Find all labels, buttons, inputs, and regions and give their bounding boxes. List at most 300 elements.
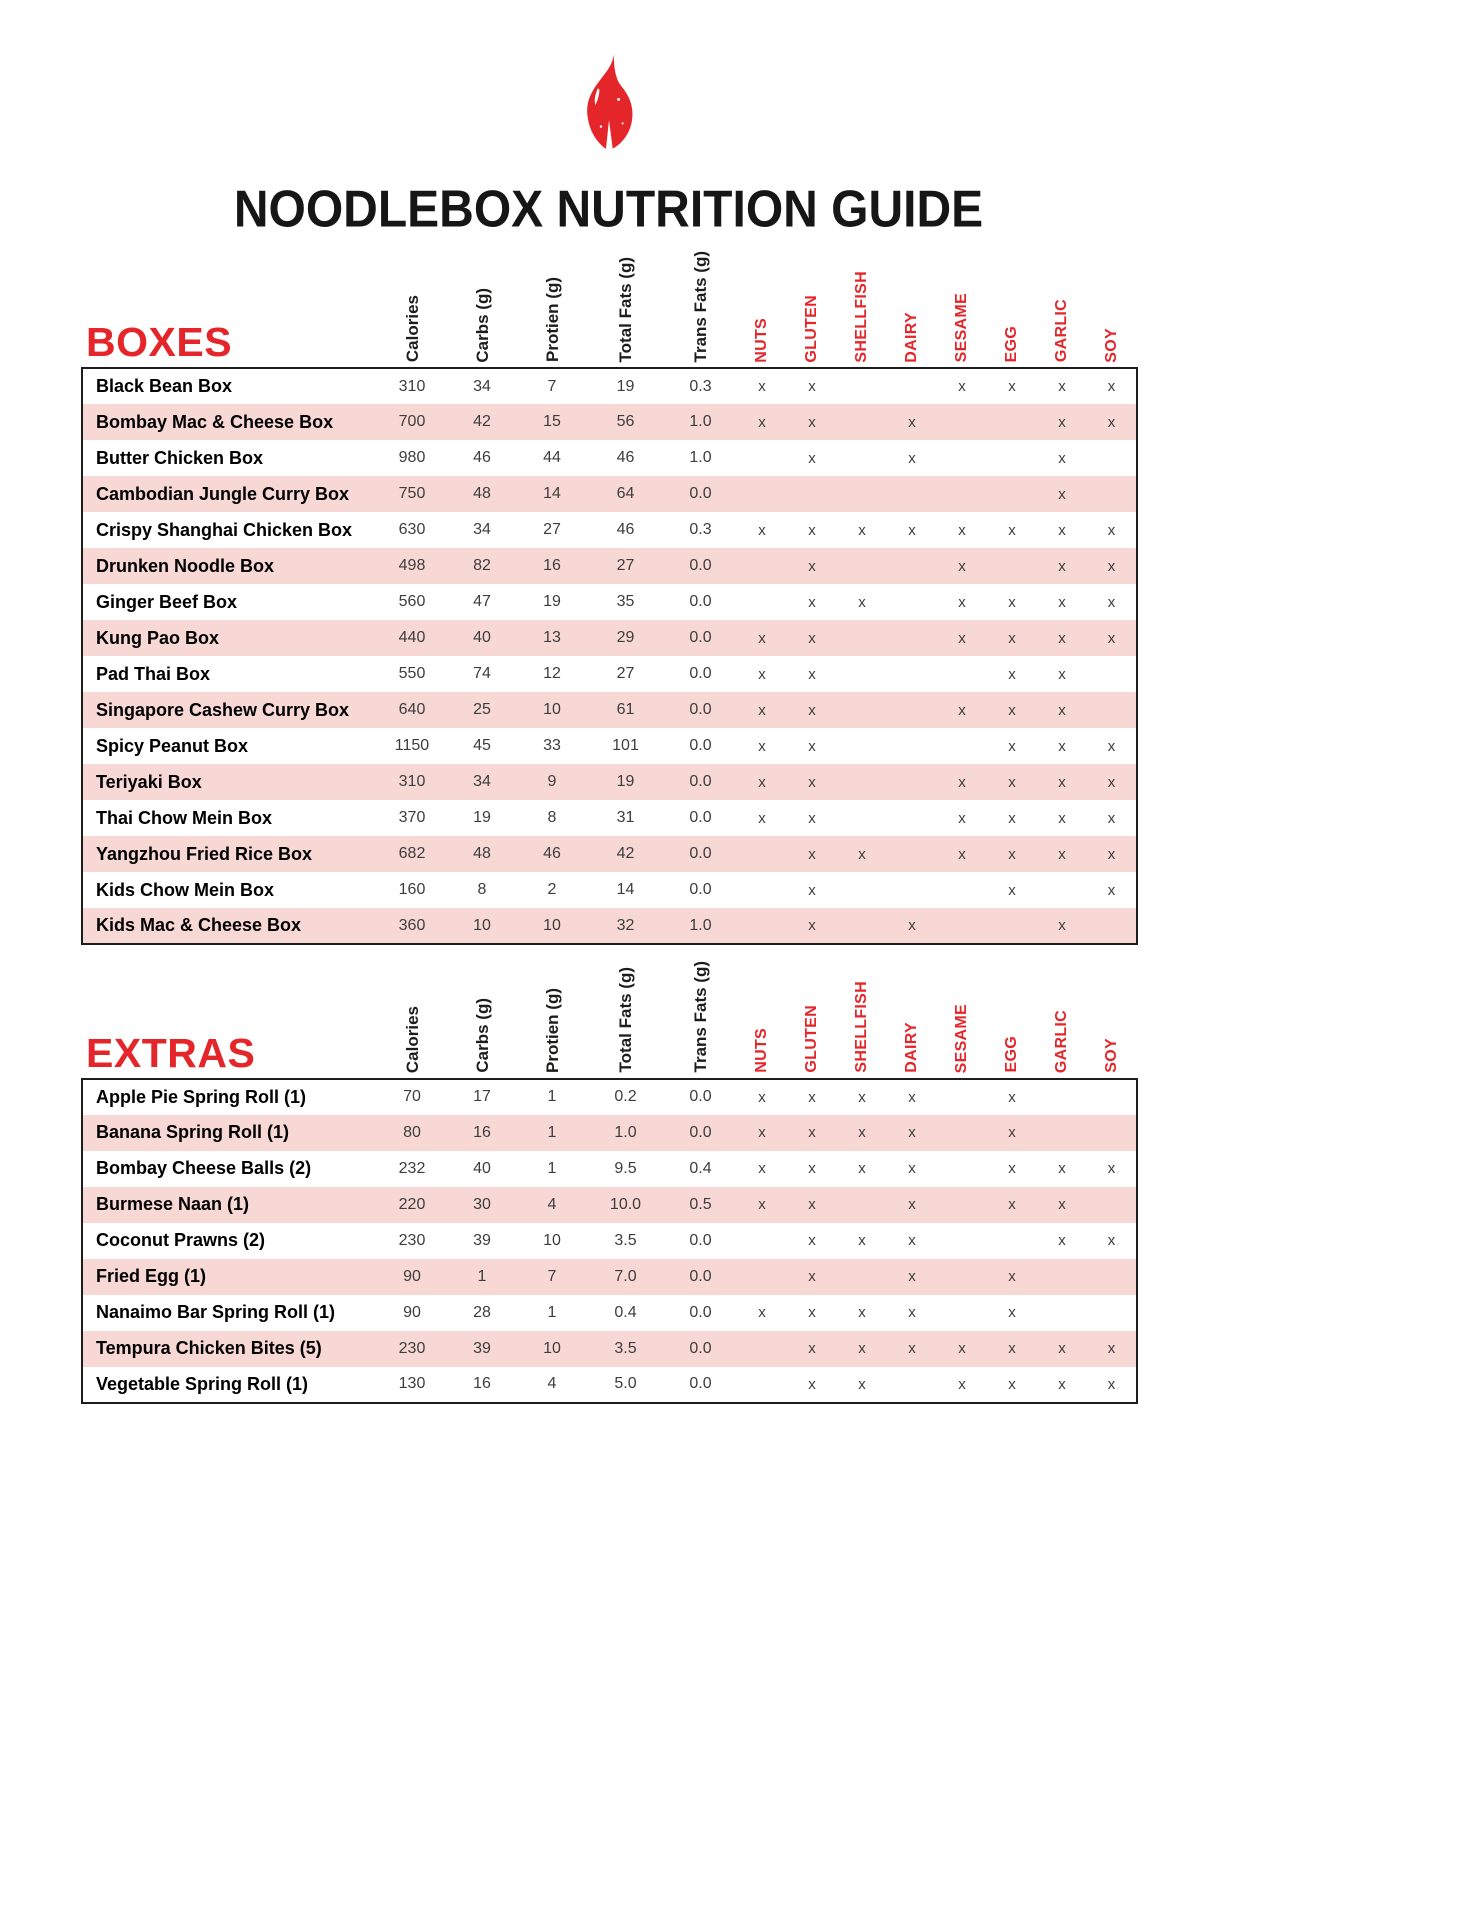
nutrition-value-protien-g: 27	[543, 521, 561, 539]
nutrition-value-calories: 980	[398, 449, 426, 467]
allergen-mark-sesame	[937, 440, 987, 476]
allergen-mark-sesame	[937, 1295, 987, 1331]
nutrition-value-protien-g: 1	[547, 1159, 557, 1177]
nutrition-value-protien-g: 8	[547, 809, 557, 827]
allergen-mark-soy: x	[1087, 764, 1137, 800]
nutrition-value-total-fats-g: 61	[616, 701, 635, 719]
nutrition-value-total-fats-g: 3.5	[614, 1339, 637, 1357]
allergen-mark-nuts: x	[758, 809, 766, 827]
nutrition-value-carbs-g: 46	[473, 449, 491, 467]
column-header-sesame: SESAME	[953, 293, 970, 363]
allergen-mark-shellfish	[837, 1187, 887, 1223]
allergen-mark-garlic: x	[1058, 1232, 1066, 1250]
allergen-mark-shellfish: x	[858, 1304, 866, 1322]
allergen-mark-garlic: x	[1058, 845, 1066, 863]
allergen-mark-soy: x	[1087, 368, 1137, 404]
allergen-mark-sesame	[937, 728, 987, 764]
allergen-mark-egg	[987, 1223, 1037, 1259]
column-header-row	[82, 241, 1137, 368]
table-row	[82, 692, 1137, 728]
item-name: Tempura Chicken Bites (5)	[82, 1331, 377, 1367]
column-header-egg: EGG	[1003, 1036, 1020, 1073]
column-header-cell	[1087, 951, 1137, 1078]
column-header-cell	[447, 241, 517, 368]
section-title-boxes: BOXES	[86, 319, 233, 366]
allergen-mark-sesame	[937, 656, 987, 692]
allergen-mark-egg	[987, 908, 1037, 944]
allergen-mark-dairy	[887, 656, 937, 692]
nutrition-value-trans-fats-g: 0.0	[689, 737, 712, 755]
allergen-mark-nuts: x	[758, 1304, 766, 1322]
allergen-mark-soy: x	[1087, 584, 1137, 620]
allergen-mark-nuts: x	[758, 413, 766, 431]
allergen-mark-garlic	[1037, 1115, 1087, 1151]
nutrition-value-calories: 498	[398, 557, 426, 575]
allergen-mark-gluten: x	[808, 845, 816, 863]
allergen-mark-shellfish: x	[837, 1079, 887, 1115]
allergen-mark-nuts	[737, 1367, 787, 1403]
nutrition-value-carbs-g: 28	[473, 1303, 491, 1321]
nutrition-value-total-fats-g: 32	[587, 908, 664, 944]
column-header-garlic: GARLIC	[1053, 299, 1070, 363]
item-name: Ginger Beef Box	[82, 584, 377, 620]
column-header-nuts: NUTS	[753, 1028, 770, 1073]
allergen-mark-soy: x	[1087, 1367, 1137, 1403]
nutrition-value-carbs-g: 48	[473, 485, 491, 503]
allergen-mark-gluten: x	[808, 449, 816, 467]
nutrition-value-carbs-g: 39	[473, 1339, 491, 1357]
table-row	[82, 1079, 1137, 1115]
column-header-trans-fats-g: Trans Fats (g)	[691, 961, 710, 1073]
allergen-mark-nuts: x	[758, 1196, 766, 1214]
allergen-mark-garlic	[1037, 1295, 1087, 1331]
column-header-carbs-g: Carbs (g)	[472, 287, 492, 363]
allergen-mark-dairy	[887, 800, 937, 836]
nutrition-value-calories: 220	[398, 1195, 426, 1213]
allergen-mark-nuts	[737, 1259, 787, 1295]
allergen-mark-nuts: x	[758, 1124, 766, 1142]
allergen-mark-soy: x	[1087, 800, 1137, 836]
table-row	[82, 656, 1137, 692]
allergen-mark-nuts: x	[758, 1160, 766, 1178]
allergen-mark-sesame: x	[937, 368, 987, 404]
column-header-shellfish: SHELLFISH	[853, 981, 870, 1073]
allergen-mark-sesame	[937, 908, 987, 944]
nutrition-value-carbs-g: 48	[473, 845, 491, 863]
nutrition-value-carbs-g: 34	[473, 773, 491, 791]
allergen-mark-nuts: x	[737, 368, 787, 404]
nutrition-value-calories: 700	[398, 413, 426, 431]
allergen-mark-dairy	[887, 872, 937, 908]
column-header-cell	[1087, 241, 1137, 368]
item-name: Vegetable Spring Roll (1)	[82, 1367, 377, 1403]
section-extras	[81, 951, 1136, 1403]
nutrition-value-calories: 160	[398, 881, 426, 899]
table-row	[82, 1295, 1137, 1331]
allergen-mark-garlic: x	[1058, 485, 1066, 503]
allergen-mark-egg: x	[1008, 1124, 1016, 1142]
allergen-mark-gluten: x	[808, 809, 816, 827]
nutrition-value-trans-fats-g: 1.0	[664, 908, 737, 944]
allergen-mark-sesame: x	[958, 557, 966, 575]
nutrition-value-total-fats-g: 42	[616, 845, 635, 863]
allergen-mark-gluten: x	[808, 1232, 816, 1250]
nutrition-value-protien-g: 19	[543, 593, 561, 611]
nutrition-value-total-fats-g: 101	[612, 737, 639, 755]
allergen-mark-garlic: x	[1058, 629, 1066, 647]
section-title-extras: EXTRAS	[86, 1029, 256, 1076]
column-header-cell	[837, 241, 887, 368]
allergen-mark-gluten: x	[808, 1340, 816, 1358]
item-name: Banana Spring Roll (1)	[82, 1115, 377, 1151]
table-row	[82, 1115, 1137, 1151]
logo	[81, 0, 1136, 168]
allergen-mark-egg: x	[1008, 701, 1016, 719]
column-header-shellfish: SHELLFISH	[853, 270, 870, 363]
allergen-mark-dairy: x	[908, 1232, 916, 1250]
allergen-mark-dairy	[887, 548, 937, 584]
section-header-cell	[82, 951, 377, 1078]
nutrition-value-protien-g: 10	[517, 908, 587, 944]
allergen-mark-shellfish	[837, 692, 887, 728]
allergen-mark-gluten: x	[808, 881, 816, 899]
nutrition-value-trans-fats-g: 0.0	[689, 1267, 712, 1285]
item-name: Kids Mac & Cheese Box	[82, 908, 377, 944]
allergen-mark-garlic: x	[1058, 1196, 1066, 1214]
column-header-gluten: GLUTEN	[803, 294, 820, 363]
column-header-protien-g: Protien (g)	[542, 277, 562, 363]
nutrition-value-total-fats-g: 27	[616, 665, 635, 683]
allergen-mark-garlic	[1037, 872, 1087, 908]
nutrition-value-total-fats-g: 56	[616, 413, 635, 431]
nutrition-value-total-fats-g: 1.0	[614, 1123, 637, 1141]
nutrition-value-carbs-g: 82	[473, 557, 491, 575]
table-row	[82, 1259, 1137, 1295]
nutrition-value-trans-fats-g: 0.0	[689, 881, 712, 899]
column-header-dairy: DAIRY	[903, 311, 920, 363]
column-header-total-fats-g: Total Fats (g)	[616, 257, 635, 363]
item-name: Kids Chow Mein Box	[82, 872, 377, 908]
nutrition-value-total-fats-g: 10.0	[609, 1195, 642, 1213]
allergen-mark-dairy	[887, 836, 937, 872]
column-header-cell	[987, 241, 1037, 368]
nutrition-value-calories: 130	[377, 1367, 447, 1403]
nutrition-value-trans-fats-g: 0.4	[689, 1159, 712, 1177]
allergen-mark-nuts: x	[758, 701, 766, 719]
table-row	[82, 584, 1137, 620]
allergen-mark-dairy: x	[887, 908, 937, 944]
allergen-mark-gluten: x	[808, 665, 816, 683]
nutrition-value-carbs-g: 40	[473, 1159, 491, 1177]
allergen-mark-nuts	[737, 1223, 787, 1259]
allergen-mark-soy: x	[1087, 512, 1137, 548]
nutrition-value-total-fats-g: 31	[616, 809, 635, 827]
nutrition-value-protien-g: 16	[543, 557, 561, 575]
allergen-mark-egg: x	[1008, 773, 1016, 791]
allergen-mark-sesame	[937, 1223, 987, 1259]
allergen-mark-soy	[1087, 656, 1137, 692]
nutrition-value-trans-fats-g: 0.0	[689, 1123, 712, 1141]
nutrition-value-protien-g: 33	[543, 737, 561, 755]
nutrition-table-boxes	[81, 241, 1138, 945]
section-boxes	[81, 241, 1136, 945]
allergen-mark-sesame	[937, 872, 987, 908]
allergen-mark-nuts	[737, 1331, 787, 1367]
nutrition-value-carbs-g: 40	[473, 629, 491, 647]
nutrition-value-carbs-g: 45	[473, 737, 491, 755]
allergen-mark-garlic	[1037, 1079, 1087, 1115]
allergen-mark-shellfish: x	[837, 1367, 887, 1403]
allergen-mark-gluten: x	[808, 737, 816, 755]
nutrition-value-total-fats-g: 19	[616, 773, 635, 791]
allergen-mark-soy: x	[1087, 728, 1137, 764]
nutrition-value-carbs-g: 25	[473, 701, 491, 719]
allergen-mark-garlic: x	[1058, 413, 1066, 431]
allergen-mark-garlic: x	[1058, 449, 1066, 467]
allergen-mark-sesame: x	[937, 1367, 987, 1403]
column-header-cell	[887, 951, 937, 1078]
allergen-mark-nuts	[737, 584, 787, 620]
table-row	[82, 512, 1137, 548]
column-header-cell	[987, 951, 1037, 1078]
nutrition-value-total-fats-g: 19	[587, 368, 664, 404]
nutrition-value-total-fats-g: 0.4	[614, 1303, 637, 1321]
nutrition-value-total-fats-g: 35	[616, 593, 635, 611]
allergen-mark-soy: x	[1087, 548, 1137, 584]
allergen-mark-shellfish: x	[858, 1124, 866, 1142]
nutrition-value-carbs-g: 74	[473, 665, 491, 683]
nutrition-value-trans-fats-g: 0.0	[689, 557, 712, 575]
nutrition-value-carbs-g: 30	[473, 1195, 491, 1213]
nutrition-value-carbs-g: 10	[447, 908, 517, 944]
nutrition-value-calories: 370	[398, 809, 426, 827]
nutrition-value-trans-fats-g: 0.0	[664, 1079, 737, 1115]
allergen-mark-soy: x	[1087, 1331, 1137, 1367]
item-name: Singapore Cashew Curry Box	[82, 692, 377, 728]
item-name: Spicy Peanut Box	[82, 728, 377, 764]
nutrition-value-total-fats-g: 64	[616, 485, 635, 503]
allergen-mark-soy	[1087, 1259, 1137, 1295]
column-header-cell	[447, 951, 517, 1078]
column-header-gluten: GLUTEN	[803, 1005, 820, 1073]
nutrition-value-protien-g: 10	[543, 1231, 561, 1249]
allergen-mark-sesame: x	[958, 521, 966, 539]
column-header-soy: SOY	[1103, 1038, 1120, 1073]
table-row	[82, 620, 1137, 656]
nutrition-value-calories: 90	[403, 1267, 421, 1285]
allergen-mark-dairy	[887, 584, 937, 620]
allergen-mark-gluten: x	[808, 557, 816, 575]
allergen-mark-egg: x	[1008, 845, 1016, 863]
item-name: Coconut Prawns (2)	[82, 1223, 377, 1259]
nutrition-value-protien-g: 7	[547, 1267, 557, 1285]
nutrition-value-trans-fats-g: 0.0	[689, 629, 712, 647]
nutrition-value-carbs-g: 16	[473, 1123, 491, 1141]
allergen-mark-gluten: x	[808, 593, 816, 611]
table-row	[82, 1223, 1137, 1259]
allergen-mark-dairy: x	[908, 449, 916, 467]
allergen-mark-sesame: x	[958, 593, 966, 611]
nutrition-value-trans-fats-g: 0.0	[689, 665, 712, 683]
nutrition-value-calories: 80	[403, 1123, 421, 1141]
nutrition-value-protien-g: 9	[547, 773, 557, 791]
allergen-mark-sesame	[937, 1151, 987, 1187]
nutrition-value-protien-g: 46	[543, 845, 561, 863]
allergen-mark-soy	[1087, 1115, 1137, 1151]
allergen-mark-egg: x	[1008, 665, 1016, 683]
nutrition-value-trans-fats-g: 0.0	[689, 773, 712, 791]
column-header-cell	[587, 951, 664, 1078]
allergen-mark-soy	[1087, 1187, 1137, 1223]
allergen-mark-sesame	[937, 1259, 987, 1295]
allergen-mark-nuts	[737, 548, 787, 584]
allergen-mark-dairy: x	[908, 1124, 916, 1142]
nutrition-value-protien-g: 44	[543, 449, 561, 467]
allergen-mark-soy: x	[1087, 872, 1137, 908]
allergen-mark-egg: x	[1008, 809, 1016, 827]
table-row	[82, 764, 1137, 800]
table-row	[82, 404, 1137, 440]
allergen-mark-gluten: x	[808, 1268, 816, 1286]
allergen-mark-nuts	[737, 872, 787, 908]
allergen-mark-shellfish: x	[858, 1340, 866, 1358]
allergen-mark-egg: x	[1008, 1160, 1016, 1178]
table-row	[82, 872, 1137, 908]
nutrition-value-trans-fats-g: 0.0	[689, 1303, 712, 1321]
allergen-mark-shellfish	[837, 548, 887, 584]
nutrition-value-carbs-g: 47	[473, 593, 491, 611]
allergen-mark-gluten: x	[808, 1124, 816, 1142]
nutrition-value-total-fats-g: 46	[616, 449, 635, 467]
allergen-mark-garlic: x	[1058, 1340, 1066, 1358]
nutrition-value-protien-g: 13	[543, 629, 561, 647]
allergen-mark-soy	[1087, 1295, 1137, 1331]
content	[81, 0, 1136, 1404]
allergen-mark-soy: x	[1087, 620, 1137, 656]
allergen-mark-nuts: x	[758, 737, 766, 755]
nutrition-value-trans-fats-g: 0.0	[689, 485, 712, 503]
nutrition-value-calories: 230	[398, 1339, 426, 1357]
allergen-mark-garlic: x	[1037, 1367, 1087, 1403]
allergen-mark-soy	[1087, 908, 1137, 944]
nutrition-value-trans-fats-g: 1.0	[689, 449, 712, 467]
allergen-mark-shellfish	[837, 1259, 887, 1295]
flame-icon	[569, 50, 649, 168]
column-header-sesame: SESAME	[953, 1003, 970, 1073]
allergen-mark-gluten: x	[808, 701, 816, 719]
column-header-cell	[517, 241, 587, 368]
nutrition-value-total-fats-g: 5.0	[587, 1367, 664, 1403]
allergen-mark-shellfish	[837, 800, 887, 836]
allergen-mark-egg	[987, 548, 1037, 584]
page-title: NOODLEBOX NUTRITION GUIDE	[233, 181, 984, 239]
allergen-mark-shellfish: x	[858, 593, 866, 611]
section-header-cell	[82, 241, 377, 368]
allergen-mark-nuts	[737, 440, 787, 476]
allergen-mark-garlic: x	[1037, 908, 1087, 944]
allergen-mark-shellfish	[837, 656, 887, 692]
nutrition-value-protien-g: 15	[543, 413, 561, 431]
column-header-calories: Calories	[402, 1005, 422, 1073]
item-name: Crispy Shanghai Chicken Box	[82, 512, 377, 548]
nutrition-value-carbs-g: 34	[473, 521, 491, 539]
column-header-cell	[377, 241, 447, 368]
allergen-mark-egg: x	[987, 1367, 1037, 1403]
column-header-cell	[737, 951, 787, 1078]
allergen-mark-dairy	[887, 476, 937, 512]
nutrition-value-trans-fats-g: 0.3	[689, 521, 712, 539]
allergen-mark-gluten: x	[808, 1196, 816, 1214]
item-name: Cambodian Jungle Curry Box	[82, 476, 377, 512]
allergen-mark-soy: x	[1087, 1223, 1137, 1259]
column-header-soy: SOY	[1103, 327, 1120, 363]
column-header-carbs-g: Carbs (g)	[472, 998, 492, 1073]
allergen-mark-dairy: x	[908, 1340, 916, 1358]
allergen-mark-dairy	[887, 728, 937, 764]
allergen-mark-gluten: x	[787, 368, 837, 404]
allergen-mark-sesame	[937, 1079, 987, 1115]
nutrition-value-trans-fats-g: 0.0	[664, 1367, 737, 1403]
allergen-mark-shellfish: x	[858, 1160, 866, 1178]
table-row	[82, 728, 1137, 764]
allergen-mark-egg: x	[1008, 1304, 1016, 1322]
allergen-mark-shellfish	[837, 620, 887, 656]
nutrition-value-carbs-g: 16	[447, 1367, 517, 1403]
allergen-mark-sesame: x	[958, 845, 966, 863]
allergen-mark-shellfish: x	[858, 1232, 866, 1250]
allergen-mark-egg	[987, 404, 1037, 440]
allergen-mark-egg	[987, 440, 1037, 476]
allergen-mark-gluten: x	[808, 521, 816, 539]
allergen-mark-shellfish	[837, 908, 887, 944]
nutrition-value-calories: 640	[398, 701, 426, 719]
allergen-mark-garlic: x	[1058, 809, 1066, 827]
allergen-mark-shellfish	[837, 368, 887, 404]
allergen-mark-dairy: x	[908, 1160, 916, 1178]
allergen-mark-shellfish	[837, 404, 887, 440]
table-row	[82, 440, 1137, 476]
allergen-mark-garlic: x	[1058, 557, 1066, 575]
item-name: Kung Pao Box	[82, 620, 377, 656]
column-header-nuts: NUTS	[753, 317, 770, 363]
column-header-calories: Calories	[402, 295, 422, 363]
nutrition-value-carbs-g: 8	[477, 881, 487, 899]
nutrition-value-protien-g: 1	[547, 1303, 557, 1321]
nutrition-value-carbs-g: 34	[447, 368, 517, 404]
allergen-mark-garlic	[1037, 1259, 1087, 1295]
allergen-mark-nuts: x	[758, 773, 766, 791]
nutrition-value-total-fats-g: 29	[616, 629, 635, 647]
allergen-mark-dairy	[887, 368, 937, 404]
allergen-mark-egg: x	[1008, 1340, 1016, 1358]
allergen-mark-garlic: x	[1058, 521, 1066, 539]
table-row	[82, 1187, 1137, 1223]
nutrition-value-protien-g: 14	[543, 485, 561, 503]
table-row	[82, 1367, 1137, 1403]
column-header-trans-fats-g: Trans Fats (g)	[691, 251, 710, 363]
table-row	[82, 476, 1137, 512]
allergen-mark-dairy	[887, 692, 937, 728]
item-name: Fried Egg (1)	[82, 1259, 377, 1295]
allergen-mark-dairy: x	[887, 1079, 937, 1115]
allergen-mark-gluten: x	[808, 629, 816, 647]
allergen-mark-garlic: x	[1037, 368, 1087, 404]
column-header-cell	[887, 241, 937, 368]
item-name: Burmese Naan (1)	[82, 1187, 377, 1223]
nutrition-value-protien-g: 4	[517, 1367, 587, 1403]
allergen-mark-egg: x	[1008, 1196, 1016, 1214]
allergen-mark-shellfish: x	[858, 521, 866, 539]
